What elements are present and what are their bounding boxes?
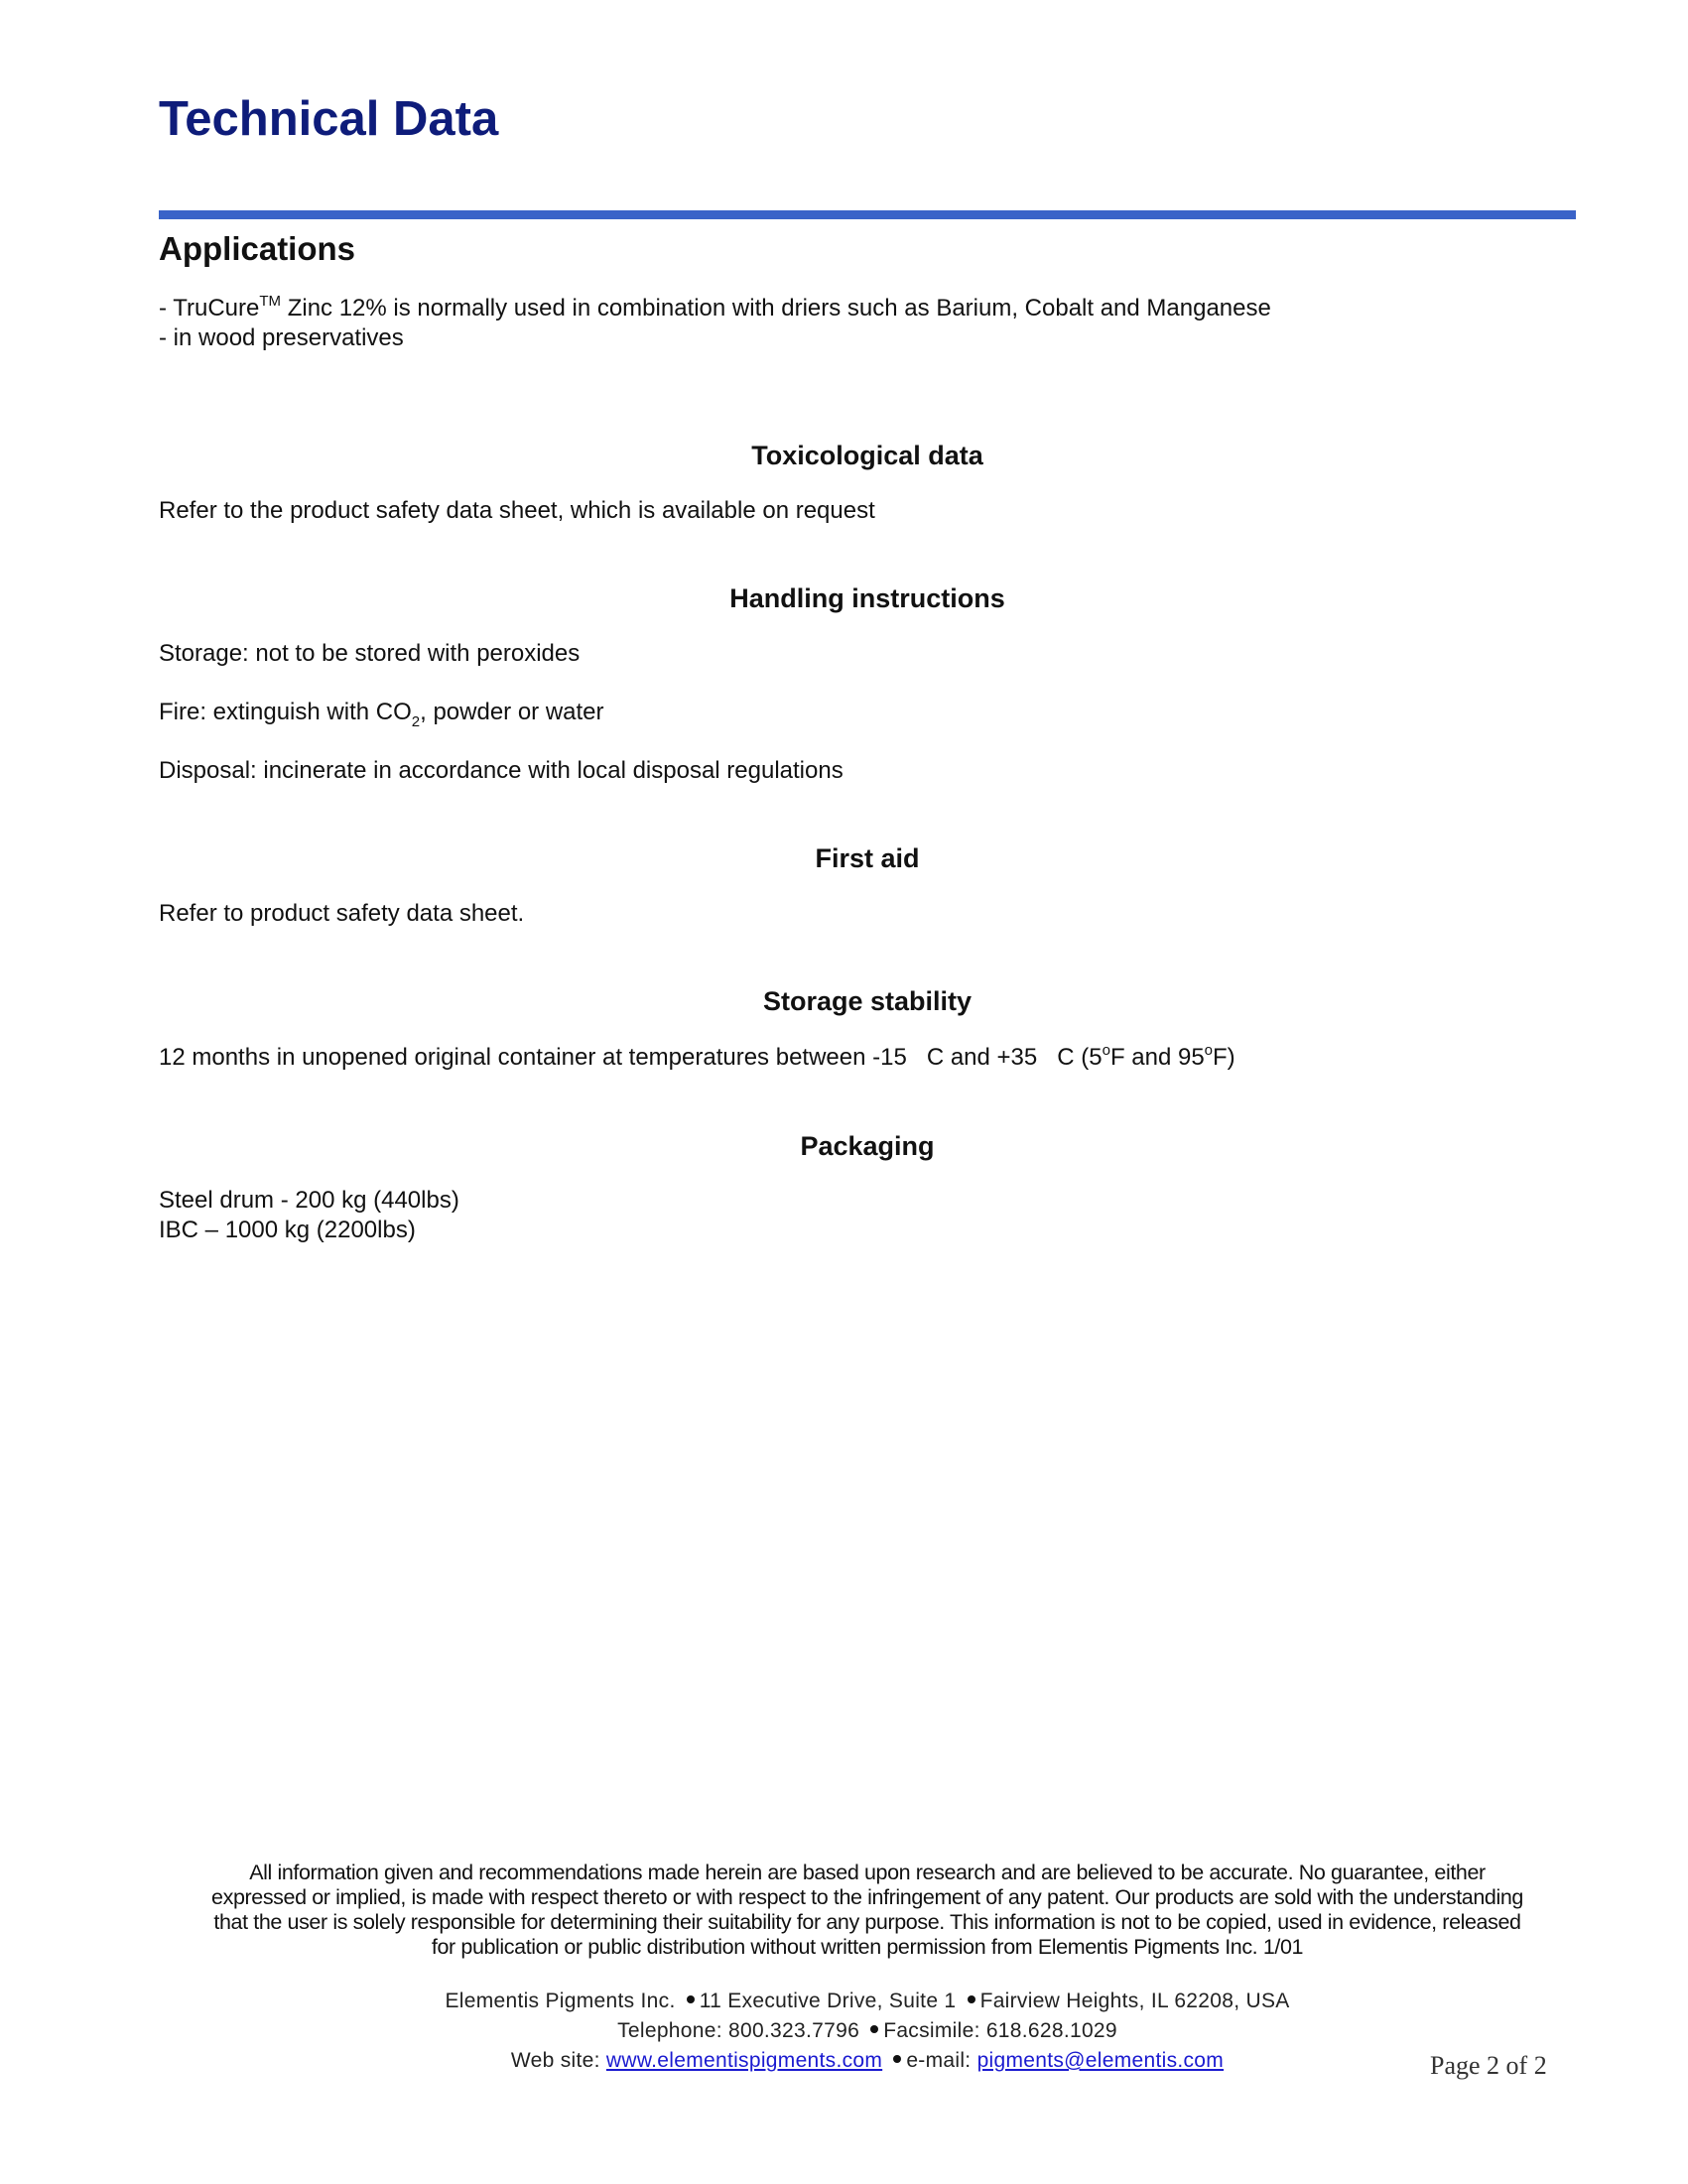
facsimile: Facsimile: 618.628.1029 (883, 2019, 1117, 2042)
applications-line-2: - in wood preservatives (159, 324, 404, 351)
telephone: Telephone: 800.323.7796 (617, 2019, 860, 2042)
address-city: Fairview Heights, IL 62208, USA (979, 1990, 1290, 2012)
handling-heading: Handling instructions (729, 583, 1005, 613)
toxicological-text: Refer to the product safety data sheet, which is available on request (159, 497, 875, 524)
packaging-line-1: Steel drum - 200 kg (440lbs) (159, 1187, 459, 1214)
disclaimer-line-3: that the user is solely responsible for determining their suitability for any purpose. This information is not to be copied, used in evidence, released (213, 1910, 1521, 1934)
applications-list (159, 294, 1271, 353)
storage-stability-heading: Storage stability (762, 986, 973, 1016)
disclaimer-line-1: All information given and recommendations made herein are based upon research and are believed to be accurate. No guarantee, either (249, 1861, 1486, 1884)
bullet-icon (893, 2055, 901, 2063)
title-divider (159, 210, 1576, 219)
website-label: Web site: (510, 2049, 606, 2072)
first-aid-heading: First aid (815, 843, 920, 873)
co2-subscript: 2 (411, 713, 421, 730)
first-aid-text: Refer to product safety data sheet. (159, 900, 525, 927)
company-name: Elementis Pigments Inc. (445, 1990, 676, 2012)
address-street: 11 Executive Drive, Suite 1 (699, 1990, 957, 2012)
storage-stability-text: 12 months in unopened original container at temperatures between -15 C and +35 C (5$^o$F and 95$^o$F) (159, 1042, 1235, 1071)
applications-line-1: - TruCure™ Zinc 12% is normally used in combination with driers such as Barium, Cobalt and Manganese (159, 293, 1271, 321)
trademark-superscript: TM (259, 293, 282, 310)
footer-phone-line (159, 2016, 1576, 2046)
degree-superscript-2: o (1204, 1042, 1214, 1059)
handling-storage: Storage: not to be stored with peroxides (159, 640, 581, 667)
bullet-icon (870, 2025, 878, 2033)
disclaimer (159, 1861, 1576, 1960)
packaging-heading: Packaging (800, 1131, 935, 1161)
page-number: Page 2 of 2 (1430, 2051, 1547, 2080)
website-link[interactable]: www.elementispigments.com (605, 2049, 883, 2072)
email-link[interactable]: pigments@elementis.com (976, 2049, 1225, 2072)
handling-disposal: Disposal: incinerate in accordance with local disposal regulations (159, 757, 844, 784)
footer-address-line (159, 1987, 1576, 2016)
handling-fire: Fire: extinguish with $CO_2$, powder or water (159, 699, 604, 730)
bullet-icon (968, 1995, 975, 2003)
bullet-icon (687, 1995, 695, 2003)
page-title: Technical Data (159, 92, 499, 146)
footer-contact (159, 1987, 1576, 2076)
degree-superscript-1: o (1102, 1042, 1110, 1059)
packaging-line-2: IBC – 1000 kg (2200lbs) (159, 1217, 416, 1243)
email-label: e-mail: (906, 2049, 977, 2072)
disclaimer-line-2: expressed or implied, is made with respect thereto or with respect to the infringement of any patent. Our products are sold with the understanding (211, 1885, 1523, 1909)
footer-web-line (159, 2046, 1576, 2076)
applications-heading: Applications (159, 230, 356, 267)
disclaimer-line-4: for publication or public distribution without written permission from Elementis Pigments Inc. 1/01 (431, 1935, 1304, 1959)
toxicological-heading: Toxicological data (751, 441, 983, 470)
